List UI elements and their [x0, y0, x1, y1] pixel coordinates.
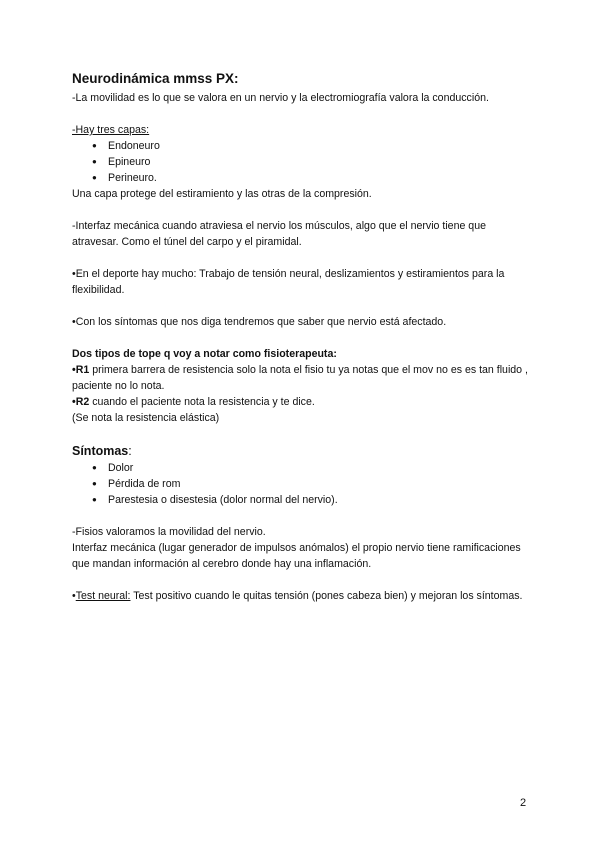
capas-note: Una capa protege del estiramiento y las otras de la compresión. — [72, 188, 372, 200]
test-bullet: • — [72, 590, 76, 602]
page-number: 2 — [520, 797, 527, 809]
test-label: Test neural: — [75, 590, 131, 602]
sintomas-list — [72, 460, 532, 508]
r2-label: •R2 — [72, 396, 90, 408]
test-paragraph — [72, 588, 532, 604]
list-item: ● Epineuro — [108, 154, 532, 170]
interfaz-paragraph: -Interfaz mecánica cuando atraviesa el nervio los músculos, algo que el nervio tiene que atravesar. Como el túnel del carpo y el piramidal. — [72, 220, 486, 248]
list-item: ● Pérdida de rom — [108, 476, 532, 492]
test-text: Test positivo cuando le quitas tensión (pones cabeza bien) y mejoran los síntomas. — [130, 590, 523, 602]
fisios-paragraph: -Fisios valoramos la movilidad del nervio. — [72, 526, 266, 538]
deporte-paragraph: •En el deporte hay mucho: Trabajo de tensión neural, deslizamientos y estiramientos para la flexibilidad. — [72, 268, 505, 296]
sintomas-heading-text: Síntomas — [72, 444, 129, 458]
document-body — [72, 70, 532, 604]
r1-text: primera barrera de resistencia solo la nota el fisio tu ya notas que el mov no es es tan fluido , paciente no lo nota. — [72, 364, 528, 392]
list-item: ● Parestesia o disestesia (dolor normal del nervio). — [108, 492, 532, 508]
r1-label: •R1 — [72, 364, 90, 376]
sintomas-nervio-paragraph: •Con los síntomas que nos diga tendremos que saber que nervio está afectado. — [72, 316, 447, 328]
capas-list — [72, 138, 532, 186]
intro-paragraph: -La movilidad es lo que se valora en un nervio y la electromiografía valora la conducción. — [72, 92, 489, 104]
capas-heading: -Hay tres capas: — [72, 124, 150, 136]
tope-note: (Se nota la resistencia elástica) — [72, 412, 220, 424]
list-item: ● Perineuro. — [108, 170, 532, 186]
r2-text: cuando el paciente nota la resistencia y te dice. — [89, 396, 315, 408]
sintomas-heading-colon: : — [128, 444, 132, 458]
r1-paragraph — [72, 362, 532, 394]
interfaz2-paragraph: Interfaz mecánica (lugar generador de impulsos anómalos) el propio nervio tiene ramificaciones que mandan información al cerebro donde hay una inflamación. — [72, 542, 521, 570]
list-item: ● Endoneuro — [108, 138, 532, 154]
list-item: ● Dolor — [108, 460, 532, 476]
page-title: Neurodinámica mmss PX: — [72, 71, 239, 86]
r2-paragraph — [72, 394, 532, 410]
tope-heading: Dos tipos de tope q voy a notar como fisioterapeuta: — [72, 348, 337, 360]
sintomas-heading — [72, 442, 532, 460]
